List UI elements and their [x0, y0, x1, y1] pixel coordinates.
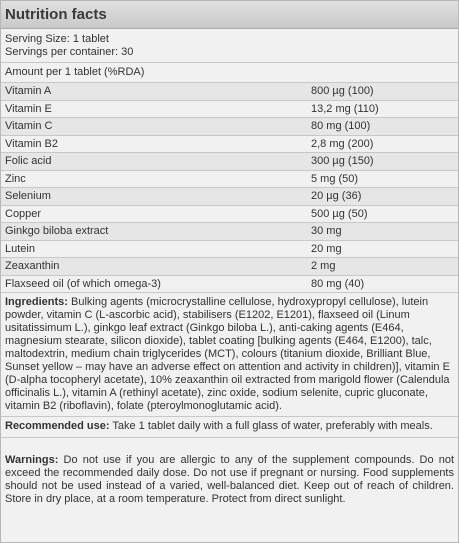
warnings-label: Warnings:	[5, 454, 59, 466]
nutrient-amount: 500 µg (50)	[311, 207, 368, 220]
ingredients-label: Ingredients:	[5, 296, 68, 308]
table-row	[1, 118, 458, 136]
nutrient-name: Ginkgo biloba extract	[5, 225, 109, 238]
table-row	[1, 206, 458, 224]
nutrient-amount: 800 µg (100)	[311, 85, 374, 98]
nutrient-name: Vitamin B2	[5, 137, 58, 150]
recommended-use-label: Recommended use:	[5, 420, 110, 432]
nutrient-amount: 2,8 mg (200)	[311, 137, 374, 150]
nutrient-name: Vitamin A	[5, 85, 52, 98]
warnings-text: Do not use if you are allergic to any of the supplement compounds. Do not exceed the recommended daily dose. Do not use if pregnant or nursing. Food supplements should not be used instead of a varied, well-balanced diet. Keep out of reach of children. Store in dry place, at a room temperature. Protect from direct sunlight.	[5, 454, 454, 505]
nutrient-amount: 2 mg	[311, 260, 336, 273]
servings-per-container: Servings per container: 30	[5, 46, 134, 58]
nutrient-amount: 30 mg	[311, 225, 342, 238]
serving-info	[1, 29, 458, 63]
ingredients-text: Bulking agents (microcrystalline cellulose, hydroxypropyl cellulose), lutein powder, vitamin C (L-ascorbic acid), stabilisers (E1202, E1201), flaxseed oil (Linum usitatissimum L.), ginkgo leaf extract (Ginkgo biloba L.), anti-caking agents (E464, magnesium stearate, silicon dioxide), tablet coating [bulking agents (E464, E1200), talc, maltodextrin, medium chain triglycerides (MCT), colours (titanium dioxide, Brilliant Blue, Sunset yellow – may have an adverse effect on attention and activity in children)], vitamin E (D-alpha tocopheryl acetate), 10% zeaxanthin oil extracted from marigold flower (Calendula officinalis L.), vitamin A (rethinyl acetate), zinc oxide, sodium selenite, cupric gluconate, vitamin B2 (riboflavin), folate (pteroylmonoglutamic acid).	[5, 296, 450, 412]
nutrient-name: Vitamin C	[5, 120, 53, 133]
nutrient-amount: 20 µg (36)	[311, 190, 362, 203]
table-row	[1, 223, 458, 241]
nutrient-amount: 13,2 mg (110)	[311, 102, 379, 115]
recommended-use-text: Take 1 tablet daily with a full glass of water, preferably with meals.	[109, 420, 433, 432]
table-row	[1, 136, 458, 154]
recommended-use-section	[1, 417, 458, 438]
table-row	[1, 241, 458, 259]
table-row	[1, 258, 458, 276]
nutrient-amount: 300 µg (150)	[311, 155, 374, 168]
nutrient-name: Flaxseed oil (of which omega-3)	[5, 277, 161, 290]
nutrient-name: Zinc	[5, 172, 26, 185]
table-row	[1, 153, 458, 171]
nutrient-name: Copper	[5, 207, 42, 220]
nutrient-name: Lutein	[5, 242, 35, 255]
nutrient-name: Vitamin E	[5, 102, 52, 115]
warnings-section	[1, 438, 458, 509]
table-row	[1, 276, 458, 294]
amount-header: Amount per 1 tablet (%RDA)	[1, 63, 458, 83]
nutrient-amount: 80 mg (40)	[311, 277, 365, 290]
table-row	[1, 101, 458, 119]
table-row	[1, 188, 458, 206]
nutrient-amount: 20 mg	[311, 242, 342, 255]
nutrient-amount: 80 mg (100)	[311, 120, 371, 133]
nutrient-name: Zeaxanthin	[5, 260, 60, 273]
nutrient-name: Folic acid	[5, 155, 52, 168]
table-row	[1, 83, 458, 101]
ingredients-section	[1, 293, 458, 417]
panel-title: Nutrition facts	[1, 1, 458, 29]
nutrient-table	[1, 83, 458, 293]
table-row	[1, 171, 458, 189]
nutrient-name: Selenium	[5, 190, 51, 203]
nutrient-amount: 5 mg (50)	[311, 172, 359, 185]
serving-size: Serving Size: 1 tablet	[5, 33, 109, 45]
